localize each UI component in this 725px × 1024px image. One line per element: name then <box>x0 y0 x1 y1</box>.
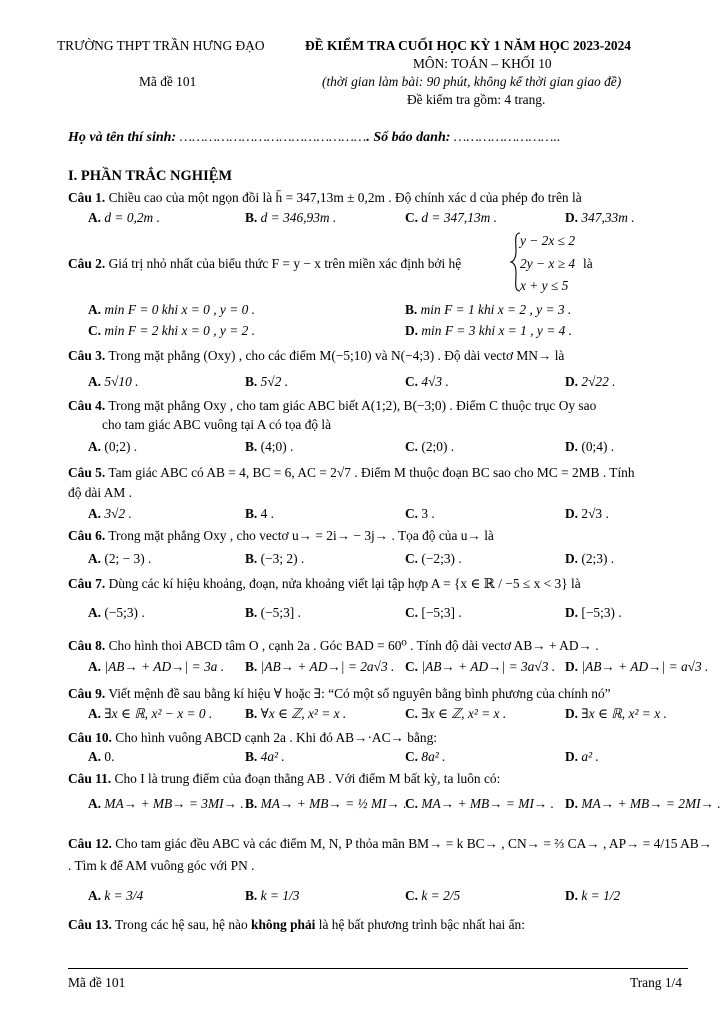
question-9: Câu 9. Viết mệnh đề sau bằng kí hiệu ∀ hoặc ∃: “Có một số nguyên bằng bình phương của chính nó” <box>68 686 611 701</box>
question-5: Câu 5. Tam giác ABC có AB = 4, BC = 6, AC = 2√7 . Điểm M thuộc đoạn BC sao cho MC = 2MB . Tính <box>68 465 635 480</box>
school-name: TRƯỜNG THPT TRẦN HƯNG ĐẠO <box>57 38 265 53</box>
question-11: Câu 11. Cho I là trung điểm của đoạn thẳng AB . Với điểm M bất kỳ, ta luôn có: <box>68 771 501 786</box>
question-12: Câu 12. Cho tam giác đều ABC và các điểm M, N, P thỏa mãn BM→ = k BC→ , CN→ = ⅔ CA→ , AP→ = 4/15 AB→ <box>68 836 713 851</box>
name-label: Họ và tên thí sinh: <box>68 130 177 145</box>
q7-option-d: D. [−5;3) . <box>565 605 622 620</box>
q2-option-c: C. min F = 2 khi x = 0 , y = 2 . <box>88 323 255 338</box>
question-4-cont: cho tam giác ABC vuông tại A có tọa độ là <box>102 417 332 432</box>
question-1: Câu 1. Chiều cao của một ngọn đồi là h̄ = 347,13m ± 0,2m . Độ chính xác d của phép đo trên là <box>68 190 582 205</box>
q10-option-b: B. 4a² . <box>245 749 285 764</box>
q4-option-c: C. (2;0) . <box>405 439 455 454</box>
system-eq-1: y − 2x ≤ 2 <box>520 233 576 248</box>
q6-option-d: D. (2;3) . <box>565 551 615 566</box>
subject-line: MÔN: TOÁN – KHỐI 10 <box>413 56 552 71</box>
q11-option-d: D. MA→ + MB→ = 2MI→ . <box>565 796 721 811</box>
q12-option-b: B. k = 1/3 <box>245 888 300 903</box>
exam-code: Mã đề 101 <box>139 74 197 89</box>
q10-option-d: D. a² . <box>565 749 599 764</box>
q9-option-a: A. ∃x ∈ ℝ, x² − x = 0 . <box>88 706 213 721</box>
sbd-label: Số báo danh: <box>373 130 451 145</box>
question-12-cont: . Tìm k để AM vuông góc với PN . <box>68 858 255 873</box>
q9-option-c: C. ∃x ∈ ℤ, x² = x . <box>405 706 507 721</box>
question-10: Câu 10. Cho hình vuông ABCD cạnh 2a . Khi đó AB→·AC→ bằng: <box>68 730 438 745</box>
q12-option-c: C. k = 2/5 <box>405 888 461 903</box>
q4-option-d: D. (0;4) . <box>565 439 615 454</box>
q1-option-b: B. d = 346,93m . <box>245 210 337 225</box>
system-eq-2: 2y − x ≥ 4 <box>520 256 576 271</box>
q1-option-a: A. d = 0,2m . <box>88 210 160 225</box>
question-5-cont: độ dài AM . <box>68 485 132 500</box>
q3-option-b: B. 5√2 . <box>245 374 289 389</box>
question-8: Câu 8. Cho hình thoi ABCD tâm O , cạnh 2a . Góc BAD = 60⁰ . Tính độ dài vectơ AB→ + AD→ . <box>68 638 599 653</box>
q3-option-c: C. 4√3 . <box>405 374 449 389</box>
q5-option-c: C. 3 . <box>405 506 435 521</box>
q8-option-d: D. |AB→ + AD→| = a√3 . <box>565 659 709 674</box>
q9-option-b: B. ∀x ∈ ℤ, x² = x . <box>245 706 347 721</box>
q6-option-a: A. (2; − 3) . <box>88 551 152 566</box>
q5-option-b: B. 4 . <box>245 506 275 521</box>
q2-option-b: B. min F = 1 khi x = 2 , y = 3 . <box>405 302 572 317</box>
q1-option-c: C. d = 347,13m . <box>405 210 498 225</box>
q2-tail: là <box>583 256 593 271</box>
q12-option-a: A. k = 3/4 <box>88 888 144 903</box>
q9-option-d: D. ∃x ∈ ℝ, x² = x . <box>565 706 667 721</box>
footer-code: Mã đề 101 <box>68 975 126 990</box>
q11-option-a: A. MA→ + MB→ = 3MI→ . <box>88 796 244 811</box>
question-4: Câu 4. Trong mặt phẳng Oxy , cho tam giác ABC biết A(1;2), B(−3;0) . Điểm C thuộc trục Oy sao <box>68 398 597 413</box>
q3-option-a: A. 5√10 . <box>88 374 139 389</box>
question-2: Câu 2. Giá trị nhỏ nhất của biểu thức F = y − x trên miền xác định bởi hệ <box>68 256 462 271</box>
exam-title: ĐỀ KIỂM TRA CUỐI HỌC KỲ 1 NĂM HỌC 2023-2024 <box>305 38 631 53</box>
candidate-line: Họ và tên thí sinh: ………………………………………. Số báo danh: …………………….. <box>68 130 561 145</box>
pages-note: Đề kiểm tra gồm: 4 trang. <box>407 92 546 107</box>
section-title: I. PHẦN TRẮC NGHIỆM <box>68 168 233 184</box>
sbd-dots: …………………….. <box>453 130 561 145</box>
q8-option-c: C. |AB→ + AD→| = 3a√3 . <box>405 659 556 674</box>
q12-option-d: D. k = 1/2 <box>565 888 621 903</box>
question-6: Câu 6. Trong mặt phẳng Oxy , cho vectơ u→ = 2i→ − 3j→ . Tọa độ của u→ là <box>68 528 494 543</box>
q5-option-a: A. 3√2 . <box>88 506 132 521</box>
name-dots: ……………………………………… <box>179 130 367 145</box>
question-13: Câu 13. Trong các hệ sau, hệ nào không phải là hệ bất phương trình bậc nhất hai ẩn: <box>68 917 525 932</box>
q1-option-d: D. 347,33m . <box>565 210 635 225</box>
time-note: (thời gian làm bài: 90 phút, không kể thời gian giao đề) <box>322 74 622 89</box>
q6-option-b: B. (−3; 2) . <box>245 551 305 566</box>
q8-option-a: A. |AB→ + AD→| = 3a . <box>88 659 225 674</box>
q5-option-d: D. 2√3 . <box>565 506 609 521</box>
q7-option-b: B. (−5;3] . <box>245 605 301 620</box>
q2-option-d: D. min F = 3 khi x = 1 , y = 4 . <box>405 323 572 338</box>
q3-option-d: D. 2√22 . <box>565 374 616 389</box>
question-3: Câu 3. Trong mặt phẳng (Oxy) , cho các điểm M(−5;10) và N(−4;3) . Độ dài vectơ MN→ là <box>68 348 565 363</box>
q6-option-c: C. (−2;3) . <box>405 551 462 566</box>
q2-option-a: A. min F = 0 khi x = 0 , y = 0 . <box>88 302 255 317</box>
q4-option-a: A. (0;2) . <box>88 439 138 454</box>
q4-option-b: B. (4;0) . <box>245 439 294 454</box>
q7-option-c: C. [−5;3] . <box>405 605 462 620</box>
q11-option-b: B. MA→ + MB→ = ½ MI→ . <box>245 796 407 811</box>
q10-option-c: C. 8a² . <box>405 749 446 764</box>
question-7: Câu 7. Dùng các kí hiệu khoảng, đoạn, nửa khoảng viết lại tập hợp A = {x ∈ ℝ / −5 ≤ x < 3} là <box>68 576 581 591</box>
q8-option-b: B. |AB→ + AD→| = 2a√3 . <box>245 659 395 674</box>
q11-option-c: C. MA→ + MB→ = MI→ . <box>405 796 555 811</box>
q7-option-a: A. (−5;3) . <box>88 605 145 620</box>
q10-option-a: A. 0. <box>88 749 115 764</box>
footer-rule <box>68 968 688 969</box>
footer-page: Trang 1/4 <box>630 975 682 990</box>
system-eq-3: x + y ≤ 5 <box>520 278 569 293</box>
